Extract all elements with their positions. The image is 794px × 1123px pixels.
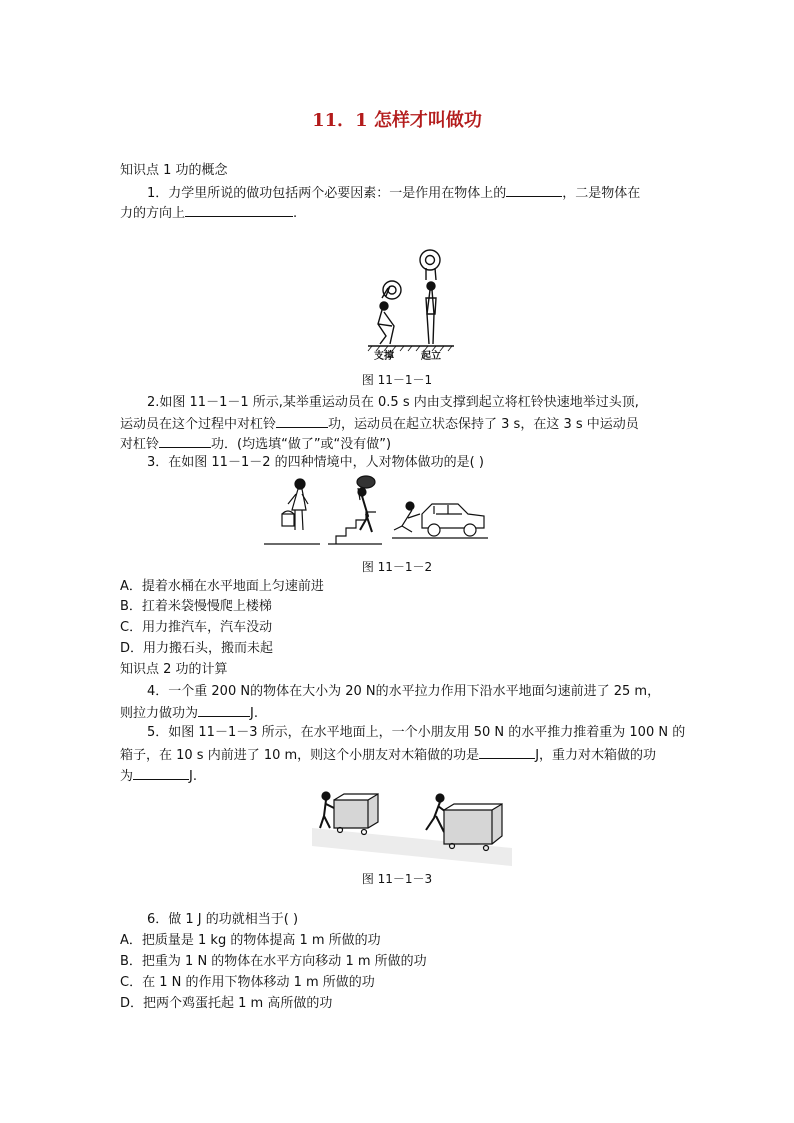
scenario-b-stairs (328, 476, 382, 544)
q6-option-b: B．把重为 1 N 的物体在水平方向移动 1 m 所做的功 (120, 954, 427, 969)
figure-11-1-1-caption: 图 11－1－1 (361, 373, 433, 387)
fig1-label-stand: 起立 (421, 351, 441, 362)
q5-blank-1[interactable] (479, 745, 535, 759)
lifter-head-crouch (380, 302, 388, 310)
pushing-box-figure (312, 788, 512, 866)
q1-blank-2[interactable] (185, 203, 293, 217)
q1-text-a: 1．力学里所说的做功包括两个必要因素：一是作用在物体上的 (147, 186, 507, 201)
lifter-body-crouch (378, 310, 394, 344)
child-and-box-start (320, 792, 378, 835)
question-2-line-1: 2.如图 11－1－1 所示,某举重运动员在 0.5 s 内由支撑到起立将杠铃快速地举过头顶, (147, 395, 639, 410)
question-2-line-2 (120, 414, 639, 434)
q2-text-c: 对杠铃 (120, 437, 160, 452)
q4-text-b: J. (250, 706, 258, 721)
q5-text-b: J，重力对木箱做的功 (535, 748, 657, 763)
weightlifter-figure (360, 240, 460, 362)
question-2-line-3 (120, 434, 391, 454)
lifter-head-stand (427, 282, 435, 290)
q3-option-c: C．用力推汽车，汽车没动 (120, 620, 273, 635)
knowledge-point-1-heading: 知识点 1 功的概念 (120, 163, 228, 178)
q5-text-a: 箱子，在 10 s 内前进了 10 m，则这个小朋友对木箱做的功是 (120, 748, 480, 763)
page-title: 11．1 怎样才叫做功 (312, 110, 482, 131)
barbell-plate-crouch (383, 281, 401, 299)
question-5-line-3 (120, 766, 197, 786)
q6-option-c: C．在 1 N 的作用下物体移动 1 m 所做的功 (120, 975, 375, 990)
barbell-plate-stand (420, 250, 440, 270)
question-6-stem: 6．做 1 J 的功就相当于( ) (147, 912, 299, 927)
scenario-c-car (392, 502, 488, 538)
question-4-line-1: 4．一个重 200 N的物体在大小为 20 N的水平拉力作用下沿水平地面匀速前进了 25 m， (147, 684, 661, 699)
q2-text-a: 运动员在这个过程中对杠铃 (120, 417, 277, 432)
question-4-line-2 (120, 703, 258, 723)
q2-text-b: 功，运动员在起立状态保持了 3 s，在这 3 s 中运动员 (328, 417, 639, 432)
knowledge-point-2-heading: 知识点 2 功的计算 (120, 662, 228, 677)
q3-option-b: B．扛着米袋慢慢爬上楼梯 (120, 599, 272, 614)
question-1-line-1 (147, 183, 640, 203)
q2-blank-1[interactable] (276, 414, 328, 428)
q4-blank[interactable] (198, 703, 250, 717)
figure-11-1-3-caption: 图 11－1－3 (361, 872, 433, 886)
q1-text-b: ，二是物体在 (562, 186, 641, 201)
scenario-a-bucket (264, 479, 320, 544)
four-scenarios-figure (262, 474, 494, 550)
q6-option-d: D．把两个鸡蛋托起 1 m 高所做的功 (120, 996, 333, 1011)
question-1-line-2 (120, 203, 297, 223)
q1-blank-1[interactable] (506, 183, 562, 197)
q2-blank-2[interactable] (159, 434, 211, 448)
q5-text-c: 为 (120, 769, 134, 784)
q5-blank-2[interactable] (133, 766, 189, 780)
q1-text-d: . (293, 206, 298, 221)
q2-text-d: 功．(均选填“做了”或“没有做”) (211, 437, 392, 452)
q5-text-d: J. (189, 769, 197, 784)
q6-option-a: A．把质量是 1 kg 的物体提高 1 m 所做的功 (120, 933, 381, 948)
question-5-line-1: 5．如图 11－1－3 所示，在水平地面上，一个小朋友用 50 N 的水平推力推着重为 100 N 的 (147, 725, 686, 740)
q3-option-a: A．提着水桶在水平地面上匀速前进 (120, 579, 324, 594)
figure-11-1-2-caption: 图 11－1－2 (361, 560, 433, 574)
q1-text-c: 力的方向上 (120, 206, 186, 221)
question-5-line-2 (120, 745, 656, 765)
question-3-stem: 3．在如图 11－1－2 的四种情境中，人对物体做功的是( ) (147, 455, 484, 470)
q3-option-d: D．用力搬石头，搬而未起 (120, 641, 274, 656)
fig1-label-support: 支撑 (374, 351, 394, 362)
q4-text-a: 则拉力做功为 (120, 706, 199, 721)
